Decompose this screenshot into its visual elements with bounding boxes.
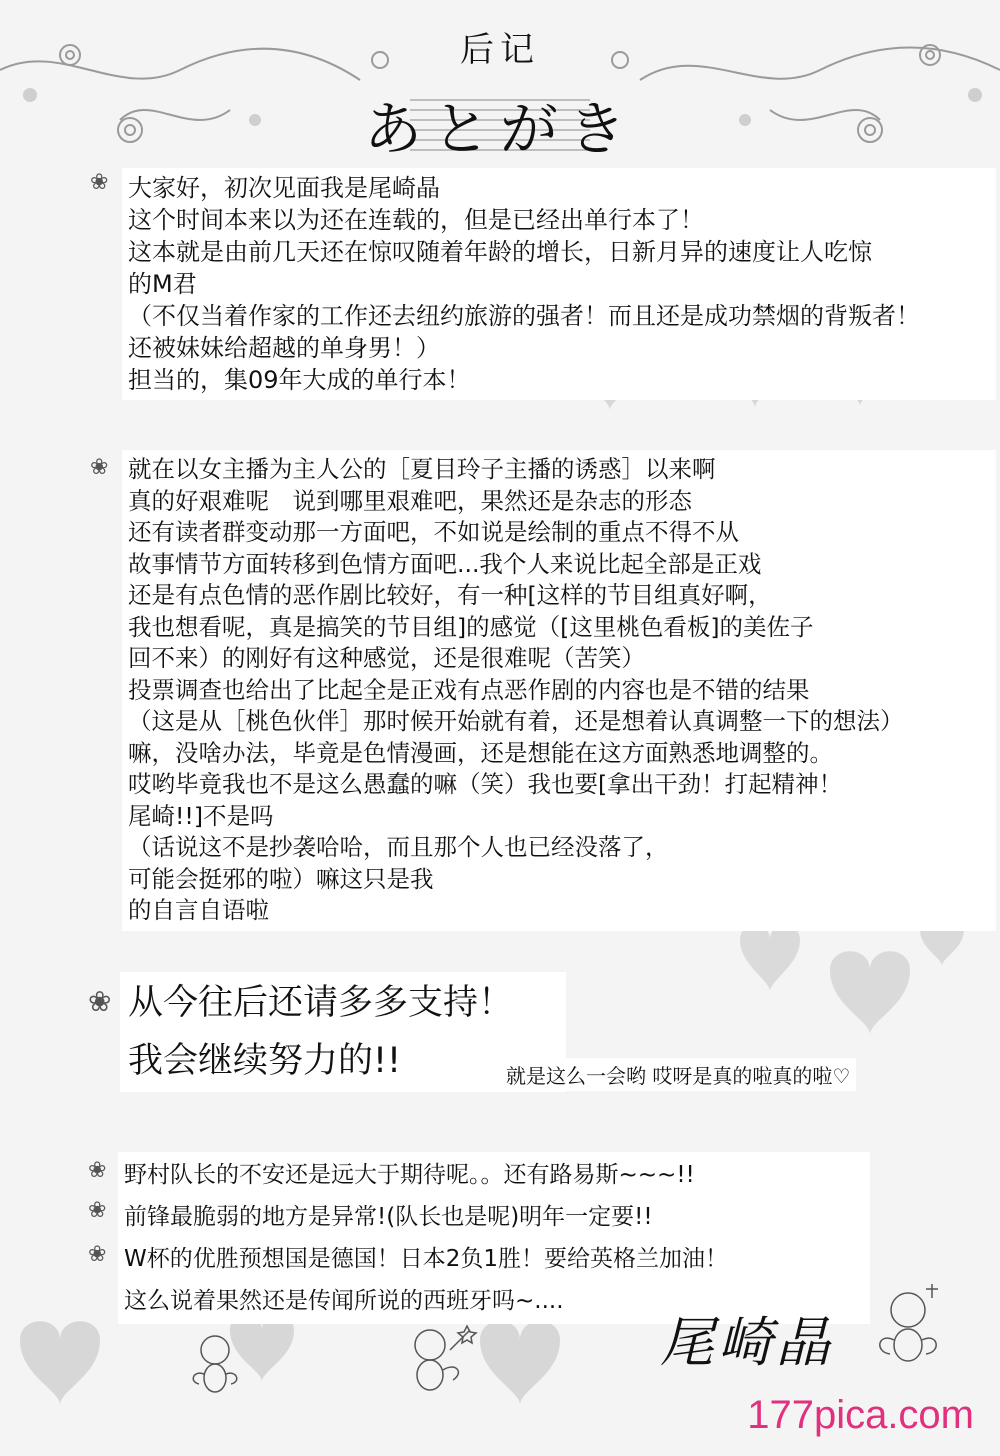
section-1-text [122, 168, 996, 400]
text-line: 我也想看呢，真是搞笑的节目组]的感觉（[这里桃色看板]的美佐子 [128, 612, 814, 641]
text-line: W杯的优胜预想国是德国！日本2负1胜！要给英格兰加油！ [124, 1246, 729, 1272]
text-line: 还有读者群变动那一方面吧，不如说是绘制的重点不得不从 [128, 518, 739, 546]
site-watermark: 177pica.com [747, 1393, 974, 1437]
text-line: 的自言自语啦 [128, 896, 269, 924]
text-line: 担当的，集09年大成的单行本！ [128, 366, 471, 394]
text-line: 投票调查也给出了比起全是正戏有点恶作剧的内容也是不错的结果 [128, 675, 810, 704]
page-title-small: 后记 [460, 30, 540, 70]
text-line: 的M君 [128, 270, 197, 298]
strawberry-icon: ❀ [88, 1158, 107, 1183]
section-4-text [118, 1152, 870, 1324]
text-line: 大家好，初次见面我是尾崎晶 [128, 174, 440, 202]
text-line: 这么说着果然还是传闻所说的西班牙吗~.... [124, 1288, 564, 1314]
strawberry-icon: ❀ [90, 170, 109, 195]
text-line: 野村队长的不安还是远大于期待呢。。还有路易斯~~~!! [124, 1162, 695, 1188]
text-line: 还是有点色情的恶作剧比较好，有一种[这样的节目组真好啊， [128, 581, 772, 609]
text-line: 嘛，没啥办法，毕竟是色情漫画，还是想能在这方面熟悉地调整的。 [128, 738, 833, 767]
text-line: 哎哟毕竟我也不是这么愚蠢的嘛（笑）我也要[拿出干劲！打起精神！ [128, 770, 843, 798]
strawberry-icon: ❀ [88, 985, 112, 1018]
section-2-text [122, 450, 996, 931]
text-line: 就在以女主播为主人公的［夏目玲子主播的诱惑］以来啊 [128, 455, 716, 483]
closing-line: 从今往后还请多多支持！ [128, 983, 514, 1023]
text-line: 可能会挺邪的啦）嘛这只是我 [128, 864, 434, 893]
strawberry-icon: ❀ [88, 1198, 107, 1223]
strawberry-icon: ❀ [90, 455, 109, 480]
cherub-icon [395, 1320, 480, 1400]
author-signature: 尾崎晶 [660, 1311, 834, 1374]
closing-line: 我会继续努力的!! [128, 1041, 402, 1081]
text-line: （话说这不是抄袭哈哈，而且那个人也已经没落了， [128, 833, 669, 861]
text-line: 回不来）的刚好有这种感觉，还是很难呢（苦笑） [128, 644, 645, 672]
closing-note: 就是这么一会哟 哎呀是真的啦真的啦♡ [500, 1058, 856, 1091]
strawberry-icon: ❀ [88, 1242, 107, 1267]
text-line: 这个时间本来以为还在连载的，但是已经出单行本了！ [128, 206, 704, 234]
text-line: 故事情节方面转移到色情方面吧...我个人来说比起全部是正戏 [128, 549, 762, 578]
text-line: 前锋最脆弱的地方是异常!(队长也是呢)明年一定要!! [124, 1204, 653, 1230]
text-line: 尾崎!!]不是吗 [128, 801, 274, 830]
text-line: 这本就是由前几天还在惊叹随着年龄的增长，日新月异的速度让人吃惊 [128, 238, 872, 266]
text-line: 还被妹妹给超越的单身男！） [128, 334, 440, 362]
page-title-large: あとがき [363, 95, 636, 163]
cherub-icon [185, 1330, 245, 1400]
text-line: （这是从［桃色伙伴］那时候开始就有着，还是想着认真调整一下的想法） [128, 707, 904, 735]
text-line: 真的好艰难呢 说到哪里艰难吧，果然还是杂志的形态 [128, 486, 692, 515]
text-line: （不仅当着作家的工作还去纽约旅游的强者！而且还是成功禁烟的背叛者！ [128, 302, 920, 330]
cherub-icon [870, 1280, 950, 1370]
